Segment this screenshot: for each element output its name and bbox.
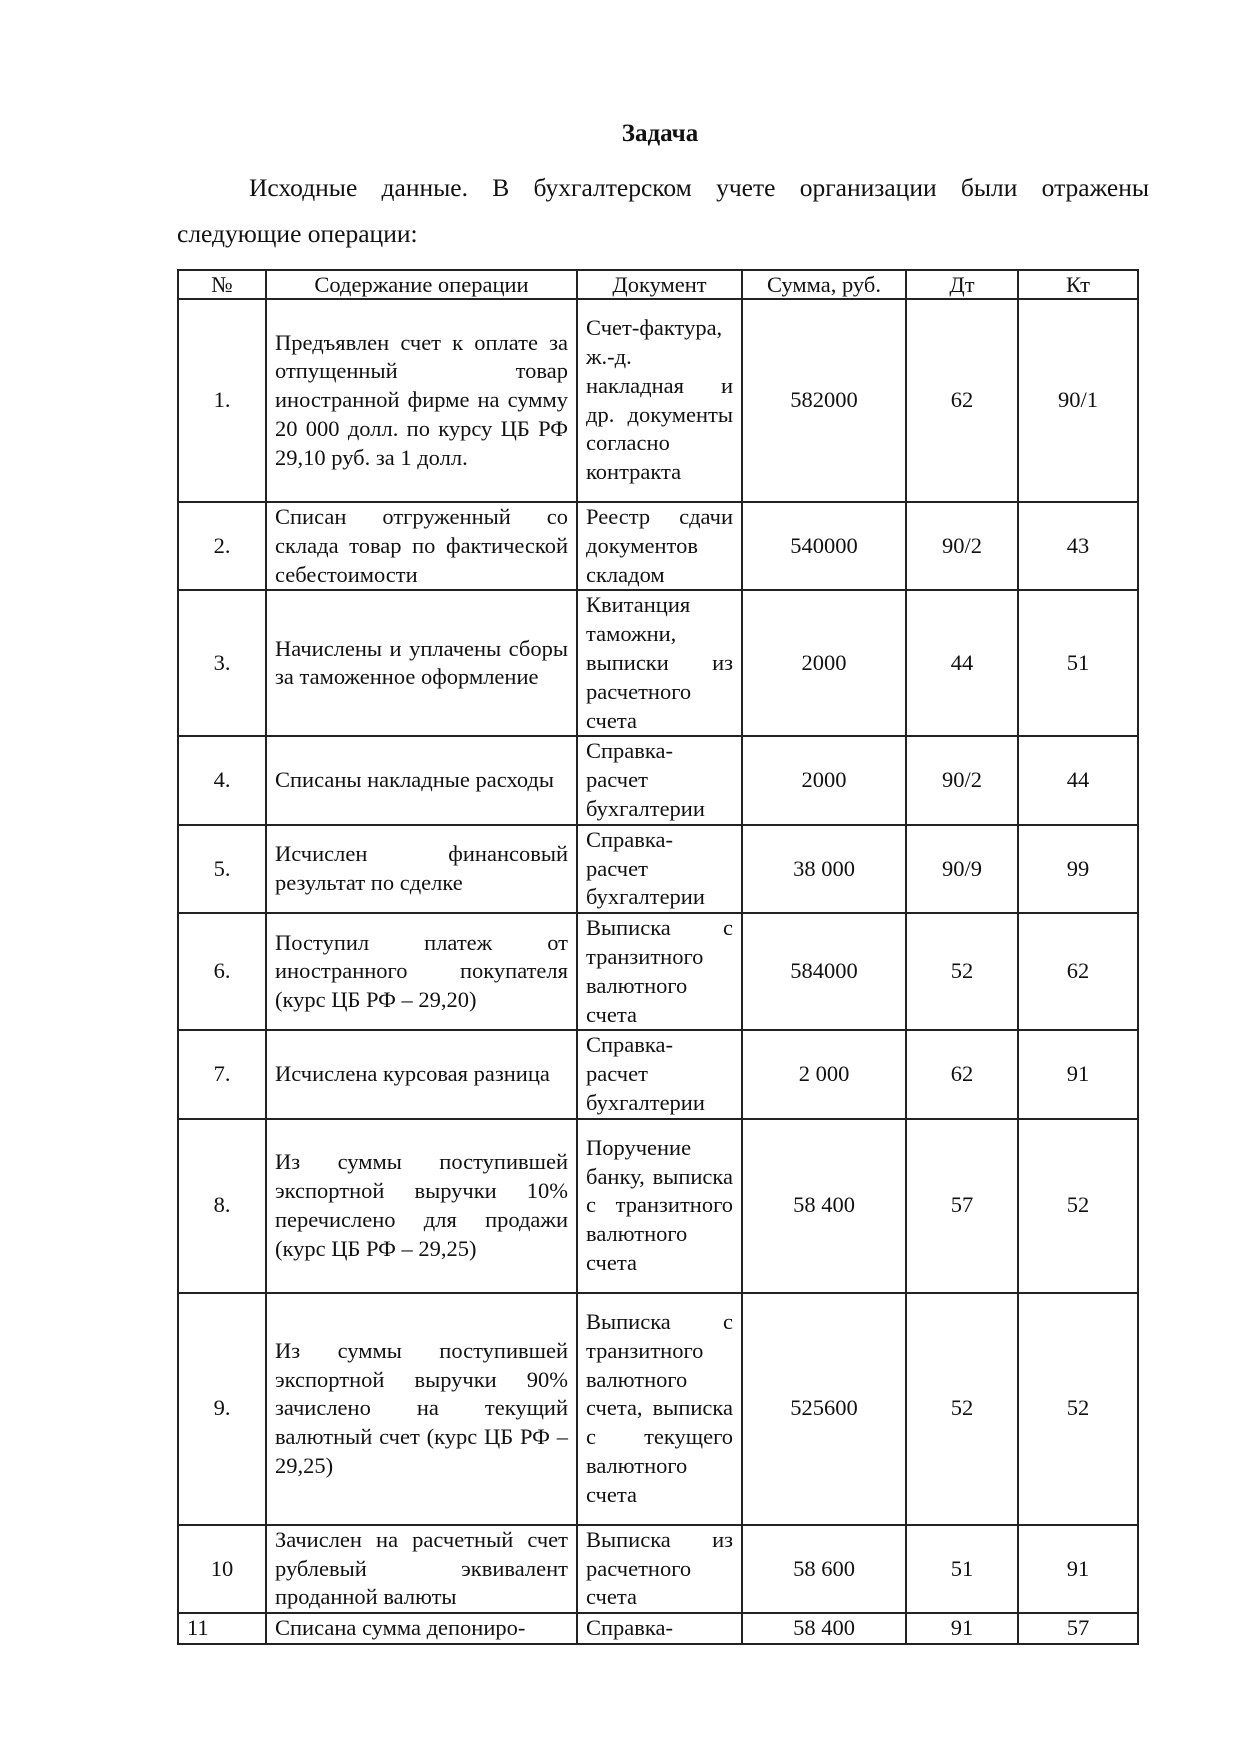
row-num: 10 [178,1525,266,1613]
row-kt: 99 [1018,825,1138,913]
row-document: Выписка с транзитного валютного счета [577,913,742,1030]
row-num: 5. [178,825,266,913]
operations-table [177,269,1139,1645]
row-content: Начислены и уплачены сборы за таможенное оформление [266,590,577,736]
row-sum: 584000 [742,913,906,1030]
row-dt: 62 [906,1030,1018,1118]
table-row [178,1525,1138,1613]
intro-paragraph: Исходные данные. В бухгалтерском учете организации были отражены следующие операции: [177,173,1149,248]
header-content: Содержание операции [266,270,577,299]
table-row [178,299,1138,502]
row-kt: 90/1 [1018,299,1138,502]
row-dt: 52 [906,1293,1018,1525]
table-row [178,825,1138,913]
row-num: 9. [178,1293,266,1525]
row-content: Предъявлен счет к оплате за отпущенный товар иностранной фирме на сумму 20 000 долл. по курсу ЦБ РФ 29,10 руб. за 1 долл. [266,299,577,502]
row-document: Поручение банку, выписка с транзитного валютного счета [577,1119,742,1293]
row-num: 6. [178,913,266,1030]
row-kt: 43 [1018,502,1138,590]
row-document: Реестр сдачи документов складом [577,502,742,590]
row-document: Справка- [577,1613,742,1644]
table-header-row [178,270,1138,299]
table-row [178,736,1138,824]
table-row [178,1293,1138,1525]
row-dt: 44 [906,590,1018,736]
header-kt: Кт [1018,270,1138,299]
table-row [178,1030,1138,1118]
row-kt: 57 [1018,1613,1138,1644]
header-dt: Дт [906,270,1018,299]
row-kt: 44 [1018,736,1138,824]
row-sum: 58 600 [742,1525,906,1613]
table-row [178,590,1138,736]
table-row [178,502,1138,590]
row-kt: 91 [1018,1030,1138,1118]
row-dt: 51 [906,1525,1018,1613]
table-row [178,913,1138,1030]
row-kt: 91 [1018,1525,1138,1613]
row-kt: 52 [1018,1119,1138,1293]
row-content: Зачислен на расчетный счет рублевый эквивалент проданной валюты [266,1525,577,1613]
row-sum: 2000 [742,736,906,824]
row-content: Исчислен финансовый результат по сделке [266,825,577,913]
row-content: Списан отгруженный со склада товар по фактической себестоимости [266,502,577,590]
header-sum: Сумма, руб. [742,270,906,299]
row-dt: 90/2 [906,736,1018,824]
row-sum: 540000 [742,502,906,590]
row-num: 11 [178,1613,266,1644]
row-dt: 91 [906,1613,1018,1644]
header-document: Документ [577,270,742,299]
row-num: 1. [178,299,266,502]
row-document: Справка-расчет бухгалтерии [577,825,742,913]
row-document: Справка-расчет бухгалтерии [577,736,742,824]
row-content: Из суммы поступившей экспортной выручки 10% перечислено для продажи (курс ЦБ РФ – 29,25) [266,1119,577,1293]
row-content: Списана сумма депониро- [266,1613,577,1644]
row-dt: 62 [906,299,1018,502]
table-row [178,1613,1138,1644]
row-sum: 525600 [742,1293,906,1525]
row-num: 2. [178,502,266,590]
row-document: Счет-фактура, ж.-д. накладная и др. документы согласно контракта [577,299,742,502]
row-dt: 90/2 [906,502,1018,590]
row-sum: 2000 [742,590,906,736]
row-kt: 51 [1018,590,1138,736]
page-title: Задача [621,120,699,147]
row-sum: 582000 [742,299,906,502]
row-kt: 52 [1018,1293,1138,1525]
row-num: 7. [178,1030,266,1118]
row-document: Выписка из расчетного счета [577,1525,742,1613]
row-num: 8. [178,1119,266,1293]
header-num: № [178,270,266,299]
row-content: Исчислена курсовая разница [266,1030,577,1118]
row-dt: 57 [906,1119,1018,1293]
row-num: 3. [178,590,266,736]
row-content: Поступил платеж от иностранного покупателя (курс ЦБ РФ – 29,20) [266,913,577,1030]
row-dt: 52 [906,913,1018,1030]
row-num: 4. [178,736,266,824]
row-content: Списаны накладные расходы [266,736,577,824]
row-sum: 2 000 [742,1030,906,1118]
row-sum: 38 000 [742,825,906,913]
row-document: Выписка с транзитного валютного счета, выписка с текущего валютного счета [577,1293,742,1525]
row-kt: 62 [1018,913,1138,1030]
row-document: Справка-расчет бухгалтерии [577,1030,742,1118]
row-sum: 58 400 [742,1613,906,1644]
row-dt: 90/9 [906,825,1018,913]
row-sum: 58 400 [742,1119,906,1293]
row-document: Квитанция таможни, выписки из расчетного счета [577,590,742,736]
table-row [178,1119,1138,1293]
row-content: Из суммы поступившей экспортной выручки 90% зачислено на текущий валютный счет (курс ЦБ РФ – 29,25) [266,1293,577,1525]
